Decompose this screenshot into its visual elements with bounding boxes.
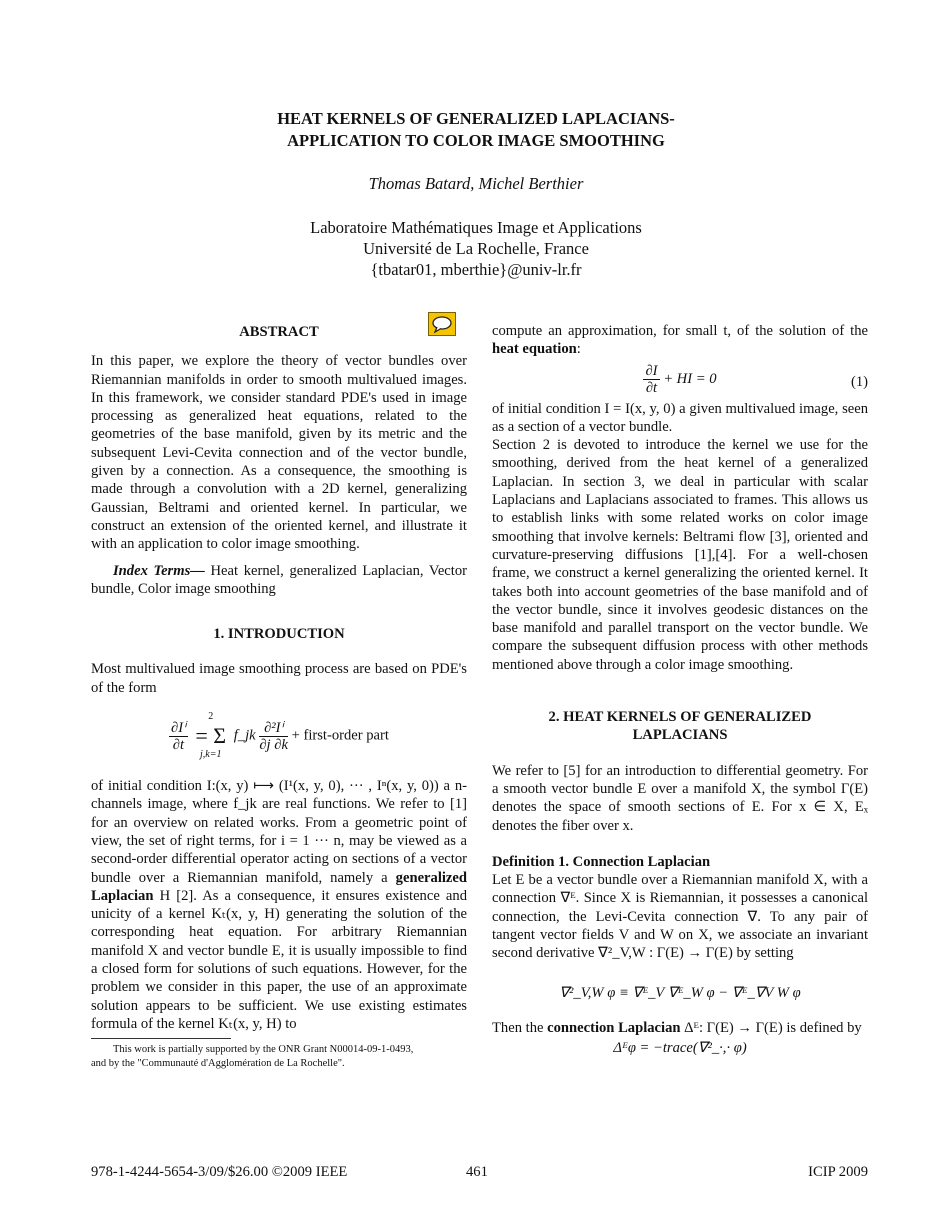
left-column bbox=[91, 322, 467, 1033]
term-connection-laplacian: connection Laplacian bbox=[547, 1019, 681, 1036]
equation-connection-laplacian: Δᴱφ = −trace(∇²_·,· φ) bbox=[613, 1040, 747, 1057]
affiliation-email: {tbatar01, mberthie}@univ-lr.fr bbox=[370, 260, 582, 280]
title-line-1: HEAT KERNELS OF GENERALIZED LAPLACIANS- bbox=[277, 109, 675, 128]
equation-pde: $\frac{\text{∂Iⁱ}}{\partial t}$ 2 = Σ j,k=1 f_jk $\frac{\text{∂²Iⁱ}}{\partial j \partial k}$ + first-order part bbox=[171, 711, 389, 761]
footnote-rule bbox=[91, 1038, 231, 1039]
index-terms-label: Index Terms— bbox=[113, 562, 205, 579]
definition-1-text: Let E be a vector bundle over a Riemannian manifold X, with a connection ∇ᴱ. Since X is Riemannian, it possesses a canonical connection, the Levi-Cevita connection ∇. To any pair of tangent vector fields V and W on X, we associate an invariant second derivative ∇²_V,W : Γ(E) → Γ(E) by setting bbox=[492, 872, 868, 962]
affiliation-lab: Laboratoire Mathématiques Image et Applications bbox=[310, 218, 642, 237]
section-2-paragraph-1: We refer to [5] for an introduction to differential geometry. For a smooth vector bundle E over a manifold X, the symbol Γ(E) denotes the space of smooth sections of E. For x ∈ X, Eₓ denotes the fiber over x. bbox=[492, 762, 868, 834]
equation-number: (1) bbox=[850, 373, 868, 390]
abstract-heading: ABSTRACT bbox=[239, 324, 319, 340]
affiliation bbox=[0, 217, 952, 281]
term-generalized-laplacian: generalized Laplacian bbox=[91, 869, 467, 904]
index-terms-text: Heat kernel, generalized Laplacian, Vector bundle, Color image smoothing bbox=[91, 562, 467, 597]
term-heat-equation: heat equation bbox=[492, 341, 577, 358]
intro-right-paragraph-1: compute an approximation, for small t, of the solution of the heat equation: bbox=[492, 323, 868, 358]
intro-heading: 1. INTRODUCTION bbox=[213, 626, 345, 643]
paper-title bbox=[0, 108, 952, 152]
equation-second-derivative: ∇²_V,W φ ≡ ∇ᴱ_V ∇ᴱ_W φ − ∇ᴱ_∇V W φ bbox=[559, 984, 801, 1001]
intro-right-paragraph-3: Section 2 is devoted to introduce the kernel we use for the smoothing, derived from the heat kernel of a generalized Laplacian. In section 3, we deal in particular with scalar Laplacians and Laplacians associated to frames. This allows us to establish links with some related works on color image smoothing that involve kernels: Beltrami flow [3], oriented and curvature-preserving diffusions [1],[4]. For a well-chosen frame, we construct a kernel generalizing the oriented kernel. It takes both into account geometries of the base manifold and of the vector bundle, since it involves geodesic distances on the base manifold and parallel transport on the vector bundle. We compare the subsequent diffusion process with other methods mentioned above through a color image smoothing. bbox=[492, 437, 868, 673]
title-line-2: APPLICATION TO COLOR IMAGE SMOOTHING bbox=[287, 131, 665, 150]
index-terms bbox=[91, 562, 467, 599]
abstract-text: In this paper, we explore the theory of vector bundles over Riemannian manifolds in order to smooth multivalued images. In this framework, we consider standard PDE's used in image processing as generalized heat equations, related to the geometries of the base manifold, given by its metric and the subsequent Levi-Cevita connection and of the vector bundle, given by a connection. As a consequence, the smoothing is made through a convolution with a 2D kernel, generalizing Gaussian, Beltrami and oriented kernel. In particular, we construct an extension of the oriented kernel, and illustrate it with an application to color image smoothing. bbox=[91, 353, 467, 553]
affiliation-university: Université de La Rochelle, France bbox=[363, 239, 589, 259]
footer-conference: ICIP 2009 bbox=[808, 1164, 868, 1180]
connection-laplacian-text: Then the connection Laplacian Δᴱ: Γ(E) → Γ(E) is defined by bbox=[492, 1019, 862, 1036]
authors: Thomas Batard, Michel Berthier bbox=[368, 174, 584, 193]
footer-copyright: 978-1-4244-5654-3/09/$26.00 ©2009 IEEE bbox=[91, 1164, 348, 1180]
footnote: This work is partially supported by the ONR Grant N00014-09-1-0493, and by the "Communauté d'Agglomération de La Rochelle". bbox=[91, 1038, 467, 1071]
page-number: 461 bbox=[466, 1164, 488, 1180]
intro-right-paragraph-2: of initial condition I = I(x, y, 0) a given multivalued image, seen as a section of a vector bundle. bbox=[492, 400, 868, 435]
right-column bbox=[492, 322, 868, 1058]
equation-1: $\frac{\partial I}{\partial t}$ + HI = 0 (1) bbox=[645, 362, 868, 396]
section-2-heading: 2. HEAT KERNELS OF GENERALIZED LAPLACIANS bbox=[548, 709, 812, 744]
intro-paragraph-1: Most multivalued image smoothing process are based on PDE's of the form bbox=[91, 661, 467, 696]
intro-paragraph-2: of initial condition I:(x, y) ⟼ (I¹(x, y, 0), ··· , Iⁿ(x, y, 0)) a n-channels image, where f_jk are real functions. We refer to [1] for an overview on related works. From a geometric point of view, the set of right terms, for i = 1 ··· n, may be viewed as a second-order differential operator acting on sections of a vector bundle over a Riemannian manifold, namely a generalized Laplacian H [2]. As a consequence, it ensures existence and unicity of a kernel Kₜ(x, y, H) generating the solution of the corresponding heat equation. For arbitrary Riemannian manifold X and vector bundle E, it is usually impossible to find a closed form for solutions of such equations. However, for the problem we consider in this paper, the use of an approximate solution appears to be sufficient. We use existing estimates formula of the kernel Kₜ(x, y, H) to bbox=[91, 778, 467, 1032]
definition-1-title: Definition 1. Connection Laplacian bbox=[492, 853, 711, 870]
